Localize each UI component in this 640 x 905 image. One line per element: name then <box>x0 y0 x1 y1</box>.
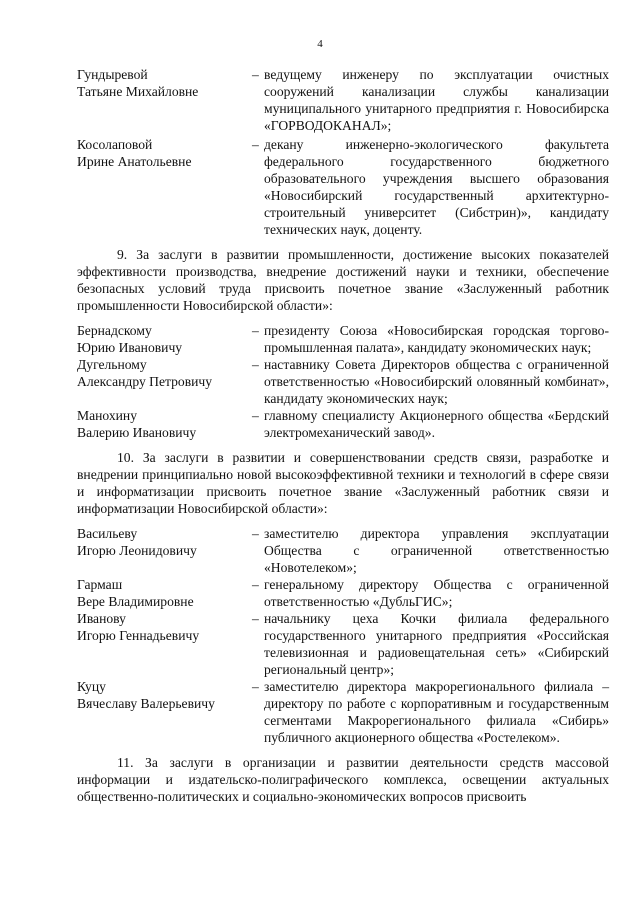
award-entry <box>77 356 609 407</box>
dash: – <box>252 67 259 82</box>
dash: – <box>252 526 259 541</box>
recipient-name: Иванову Игорю Геннадьевичу <box>77 611 200 643</box>
recipient-name: Васильеву Игорю Леонидовичу <box>77 526 197 558</box>
recipient-name: Бернадскому Юрию Ивановичу <box>77 323 183 355</box>
recipient-position: генеральному директору Общества с ограниченной ответственностью «ДубльГИС»; <box>264 577 609 609</box>
award-entry <box>77 407 609 441</box>
section-paragraph-10: 10. За заслуги в развитии и совершенствовании средств связи, разработке и внедрении принципиально новой высокоэффективной техники и технологий в сфере связи и информатизации присвоить почетное звание «Заслуженный работник связи и информатизации Новосибирской области»: <box>77 450 609 516</box>
dash: – <box>252 323 259 338</box>
section-paragraph-9: 9. За заслуги в развитии промышленности, достижение высоких показателей эффективности производства, внедрение достижений науки и техники, обеспечение безопасных условий труда присвоить почетное звание «Заслуженный работник промышленности Новосибирской области»: <box>77 247 609 313</box>
recipient-name: Гундыревой Татьяне Михайловне <box>77 67 199 99</box>
award-entry <box>77 525 609 576</box>
dash: – <box>252 577 259 592</box>
recipient-position: начальнику цеха Кочки филиала федерального государственного унитарного предприятия «Российская телевизионная и радиовещательная сеть» «Сибирский региональный центр»; <box>264 611 609 677</box>
dash: – <box>252 357 259 372</box>
recipient-position: заместителю директора макрорегионального филиала – директору по работе с корпоративным и государственным сегментами Макрорегионального филиала «Сибирь» публичного акционерного общества «Ростелеком». <box>264 679 609 745</box>
recipient-name: Гармаш Вере Владимировне <box>77 577 194 609</box>
recipient-position: заместителю директора управления эксплуатации Общества с ограниченной ответственностью «Новотелеком»; <box>264 526 609 575</box>
recipient-position: главному специалисту Акционерного общества «Бердский электромеханический завод». <box>264 408 609 440</box>
award-entry <box>77 136 609 238</box>
page-number: 4 <box>317 38 323 50</box>
dash: – <box>252 137 259 152</box>
award-entry <box>77 678 609 746</box>
recipient-name: Косолаповой Ирине Анатольевне <box>77 137 192 169</box>
recipient-position: президенту Союза «Новосибирская городская торгово-промышленная палата», кандидату экономических наук; <box>264 323 609 355</box>
award-entry <box>77 322 609 356</box>
dash: – <box>252 679 259 694</box>
award-entry <box>77 610 609 678</box>
recipient-name: Манохину Валерию Ивановичу <box>77 408 197 440</box>
award-entry <box>77 576 609 610</box>
section-paragraph-11: 11. За заслуги в организации и развитии деятельности средств массовой информации и издательско-полиграфического комплекса, освещении актуальных общественно-политических и социально-экономических вопросов присвоить <box>77 755 609 804</box>
dash: – <box>252 611 259 626</box>
recipient-position: наставнику Совета Директоров общества с ограниченной ответственностью «Новосибирский оловянный комбинат», кандидату экономических наук; <box>264 357 609 406</box>
recipient-name: Дугельному Александру Петровичу <box>77 357 213 389</box>
dash: – <box>252 408 259 423</box>
award-entry <box>77 66 609 134</box>
recipient-position: ведущему инженеру по эксплуатации очистных сооружений канализации службы канализации муниципального унитарного предприятия г. Новосибирска «ГОРВОДОКАНАЛ»; <box>264 67 609 133</box>
recipient-position: декану инженерно-экологического факультета федерального государственного бюджетного образовательного учреждения высшего образования «Новосибирский государственный архитектурно-строительный университет (Сибстрин)», кандидату технических наук, доценту. <box>264 137 609 237</box>
recipient-name: Куцу Вячеславу Валерьевичу <box>77 679 215 711</box>
document-body <box>77 66 609 805</box>
